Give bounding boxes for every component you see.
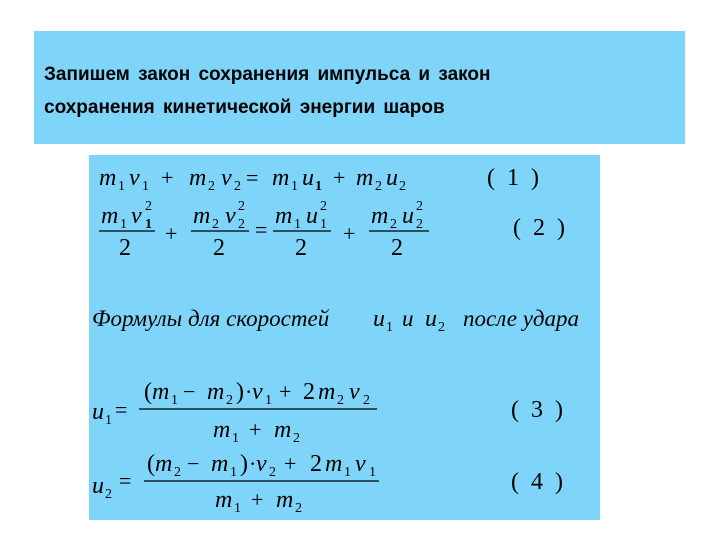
svg-text:m: m [193,203,211,229]
svg-text:2: 2 [303,379,315,405]
svg-text:u: u [425,306,437,332]
fraction-m2u2sq [369,199,429,261]
svg-text:v: v [129,165,140,191]
equation-momentum [99,165,542,194]
svg-text:1: 1 [142,179,149,194]
svg-text:1: 1 [315,179,322,194]
svg-text:1: 1 [369,465,376,480]
svg-text:m: m [99,165,117,191]
svg-text:1: 1 [386,320,393,335]
svg-text:2: 2 [416,199,423,214]
svg-text:=: = [246,165,259,190]
svg-text:m: m [213,417,231,443]
svg-text:u: u [92,473,104,499]
svg-text:m: m [276,487,294,513]
heading-line-2: сохранения кинетической энергии шаров [44,97,445,118]
svg-text:): ) [236,379,244,405]
svg-text:1: 1 [234,501,241,516]
svg-text:v: v [355,451,366,477]
svg-text:2: 2 [145,199,152,214]
svg-text:1: 1 [320,217,327,232]
svg-text:m: m [155,451,173,477]
svg-text:2: 2 [213,235,225,261]
svg-text:+: + [343,221,356,246]
svg-text:m: m [211,451,229,477]
equation-kinetic-energy [99,199,568,261]
svg-text:1: 1 [265,393,272,408]
svg-text:v: v [252,379,263,405]
svg-text:v: v [225,203,236,229]
svg-text:m: m [325,451,343,477]
svg-text:+: + [249,417,262,442]
svg-text:m: m [356,165,374,191]
svg-text:m: m [215,487,233,513]
svg-text:2: 2 [234,179,241,194]
velocities-caption [92,306,579,335]
svg-text:+: + [284,451,297,476]
fraction-m2v2sq [191,199,249,261]
svg-text:2: 2 [208,179,215,194]
svg-text:2: 2 [105,487,112,502]
svg-text:u: u [306,203,318,229]
equation-3-label: ( 3 ) [511,397,566,423]
svg-text:2: 2 [416,217,423,232]
svg-text:m: m [101,203,119,229]
svg-text:1: 1 [291,179,298,194]
svg-text:v: v [256,451,267,477]
caption-and: и [402,306,414,331]
svg-text:u: u [302,165,314,191]
equation-2-label: ( 2 ) [513,215,568,241]
svg-text:2: 2 [320,199,327,214]
svg-text:2: 2 [390,217,397,232]
svg-text:(: ( [147,451,155,477]
svg-text:2: 2 [438,320,445,335]
svg-text:v: v [349,379,360,405]
svg-text:2: 2 [399,179,406,194]
svg-text:2: 2 [269,465,276,480]
svg-text:2: 2 [238,217,245,232]
svg-text:2: 2 [391,235,403,261]
svg-text:): ) [240,451,248,477]
svg-text:m: m [272,165,290,191]
caption-part-2: после удара [463,306,580,331]
svg-text:2: 2 [363,393,370,408]
equation-u1 [92,379,566,446]
fraction-m1u1sq [273,199,331,261]
svg-text:1: 1 [344,465,351,480]
svg-text:2: 2 [212,217,219,232]
svg-text:·: · [245,379,253,404]
svg-text:2: 2 [226,393,233,408]
svg-text:u: u [402,203,414,229]
svg-text:2: 2 [119,235,131,261]
svg-text:+: + [161,165,174,190]
fraction-m1v1sq [99,199,155,261]
formula-panel [89,155,600,520]
slide-heading [44,58,674,124]
svg-text:=: = [255,217,268,242]
svg-text:m: m [318,379,336,405]
svg-text:1: 1 [294,217,301,232]
svg-text:+: + [251,487,264,512]
svg-text:2: 2 [310,451,322,477]
svg-text:1: 1 [118,179,125,194]
svg-text:(: ( [144,379,152,405]
svg-text:m: m [371,203,389,229]
svg-text:1: 1 [120,217,127,232]
svg-text:m: m [152,379,170,405]
svg-text:2: 2 [293,431,300,446]
svg-text:m: m [207,379,225,405]
svg-text:=: = [115,397,128,422]
svg-text:−: − [187,451,200,476]
svg-text:v: v [131,203,142,229]
svg-text:u: u [373,306,385,332]
svg-text:2: 2 [295,501,302,516]
heading-line-1: Запишем закон сохранения импульса и закон [44,64,491,85]
svg-text:+: + [279,379,292,404]
svg-text:1: 1 [105,413,112,428]
svg-text:2: 2 [295,235,307,261]
svg-text:m: m [275,203,293,229]
svg-text:2: 2 [174,465,181,480]
svg-text:v: v [221,165,232,191]
svg-text:+: + [165,221,178,246]
svg-text:2: 2 [337,393,344,408]
svg-text:−: − [183,379,196,404]
svg-text:m: m [189,165,207,191]
equation-1-label: ( 1 ) [487,165,542,191]
caption-part-1: Формулы для скоростей [92,306,330,331]
svg-text:u: u [92,399,104,425]
svg-text:·: · [249,451,257,476]
svg-text:+: + [333,165,346,190]
svg-text:1: 1 [145,217,152,232]
svg-text:1: 1 [232,431,239,446]
equation-u2 [92,451,566,516]
svg-text:2: 2 [238,199,245,214]
svg-text:m: m [274,417,292,443]
svg-text:u: u [386,165,398,191]
equation-4-label: ( 4 ) [511,469,566,495]
svg-text:1: 1 [230,465,237,480]
svg-text:1: 1 [171,393,178,408]
svg-text:=: = [119,468,132,493]
svg-text:2: 2 [375,179,382,194]
